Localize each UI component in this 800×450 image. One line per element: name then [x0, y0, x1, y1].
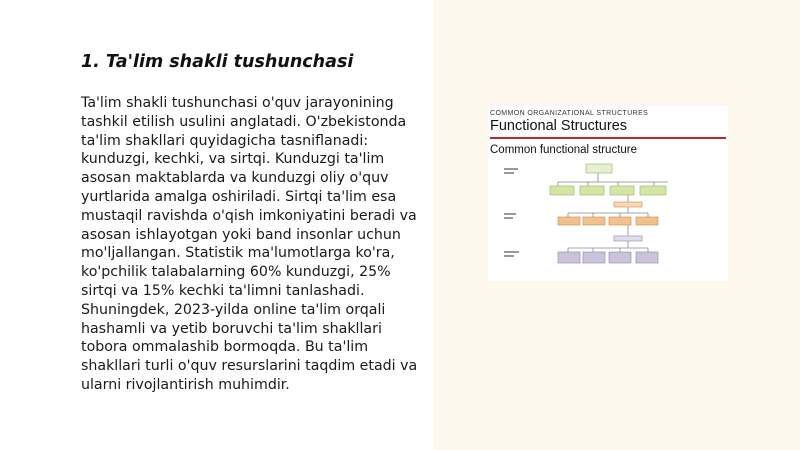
connector-line: [558, 173, 668, 186]
org-box-l3: [558, 252, 580, 263]
org-box-l2: [609, 217, 631, 225]
level-label-marker: [504, 172, 514, 174]
left-level-labels: [504, 168, 519, 257]
org-box-l2: [636, 217, 658, 225]
org-box-l2: [558, 217, 580, 225]
level-label-marker: [504, 251, 519, 253]
slide-body-text: Ta'lim shakli tushunchasi o'quv jarayonining tashkil etilish usulini anglatadi. O'zbekistonda ta'lim shakllari quyidagicha tasniflanadi: kunduzgi, kechki, va sirtqi. Kunduzgi ta'lim asosan maktablarda va kunduzgi oliy o'quv yurtlarida amalga oshiriladi. Sirtqi ta'lim esa mustaqil ravishda o'qish imkoniyatini beradi va asosan ishlayotgan yoki band insonlar uchun mo'ljallangan. Statistik ma'lumotlarga ko'ra, ko'pchilik talabalarning 60% kunduzgi, 25% sirtqi va 15% kechki ta'limni tanlashadi. Shuningdek, 2023-yilda online ta'lim orqali hashamli va yetib boruvchi ta'lim shakllari tobora ommalashib bormoqda. Bu ta'lim shakllari turli o'quv resurslarini taqdim etadi va ularni rivojlantirish muhimdir.: [81, 95, 418, 393]
level-2-boxes: [558, 202, 658, 225]
org-box-lead: [614, 236, 642, 241]
level-3-boxes: [558, 236, 658, 263]
org-box-l3: [609, 252, 631, 263]
figure-subtitle: Common functional structure: [490, 144, 638, 156]
org-box-manager: [614, 202, 642, 207]
org-chart-diagram: [488, 162, 728, 272]
org-box-l3: [636, 252, 658, 263]
connector-lines: [558, 173, 668, 252]
level-label-marker: [504, 255, 514, 257]
figure-title: Functional Structures: [490, 118, 628, 134]
org-box-l2: [583, 217, 605, 225]
org-structure-figure: [488, 106, 728, 281]
level-label-marker: [504, 213, 516, 215]
org-box-l1: [550, 186, 574, 195]
org-box-top: [586, 164, 612, 173]
figure-overline: COMMON ORGANIZATIONAL STRUCTURES: [490, 110, 649, 117]
org-box-l1: [580, 186, 604, 195]
org-box-l1: [610, 186, 634, 195]
level-label-marker: [504, 168, 518, 170]
level-1-boxes: [550, 164, 666, 195]
slide-heading: 1. Ta'lim shakli tushunchasi: [81, 52, 354, 72]
connector-line: [568, 241, 648, 252]
org-box-l3: [583, 252, 605, 263]
level-label-marker: [504, 217, 513, 219]
connector-line: [568, 207, 648, 217]
figure-title-rule: [490, 137, 726, 139]
org-box-l1: [640, 186, 666, 195]
